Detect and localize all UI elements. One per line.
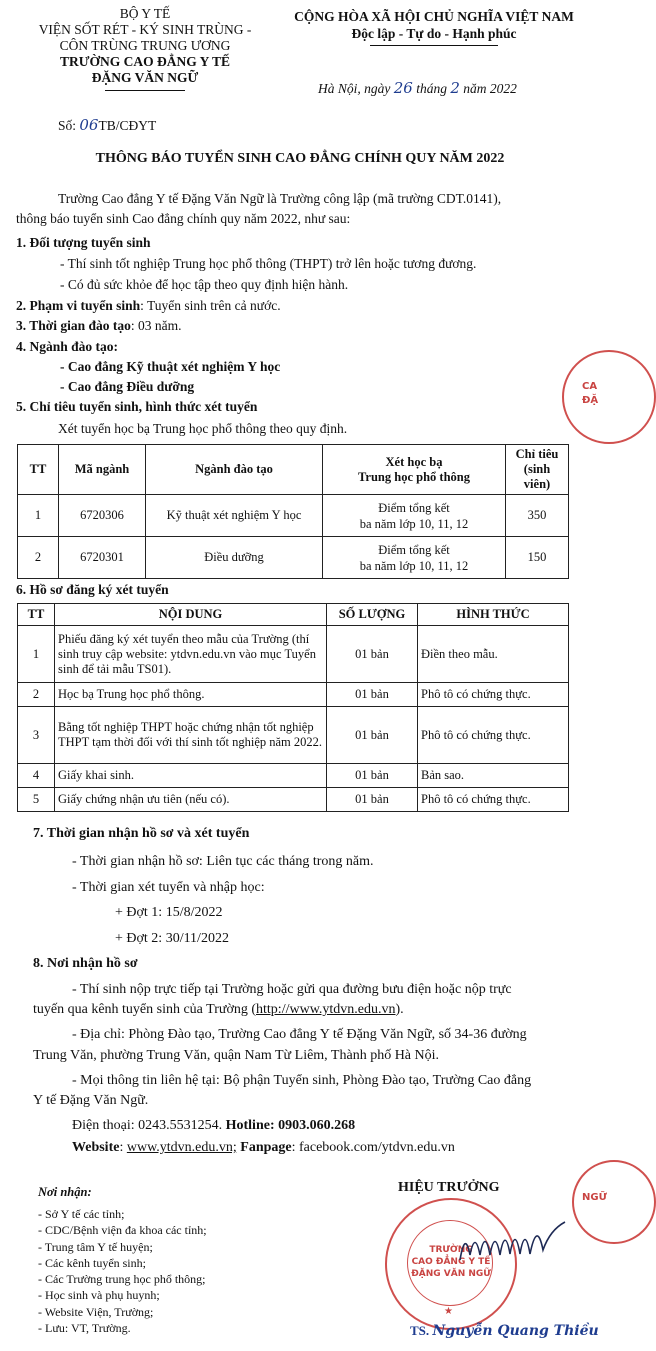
section-8-p2-line2: Trung Văn, phường Trung Văn, quận Nam Từ Liêm, Thành phố Hà Nội. (33, 1048, 440, 1063)
cell-review: Điểm tổng kết ba năm lớp 10, 11, 12 (323, 495, 506, 537)
section-8-p3-line2: Y tế Đặng Văn Ngữ. (33, 1093, 149, 1108)
signer-name: TS. Nguyễn Quang Thiều (410, 1323, 599, 1339)
cell-quota: 350 (506, 495, 569, 537)
section-8-p1-line2: tuyến qua kênh tuyển sinh của Trường (http://www.ytdvn.edu.vn). (33, 1002, 404, 1017)
section-8-p3: - Mọi thông tin liên hệ tại: Bộ phận Tuyển sinh, Phòng Đào tạo, Trường Cao đẳng (72, 1073, 532, 1088)
signature-scribble (455, 1210, 575, 1280)
cell-form: Điền theo mẫu. (418, 626, 569, 683)
cell-major: Kỹ thuật xét nghiệm Y học (146, 495, 323, 537)
col-header: TT (18, 604, 55, 626)
cell-code: 6720306 (59, 495, 146, 537)
issuer-block (0, 6, 290, 86)
cell-content: Bằng tốt nghiệp THPT hoặc chứng nhận tốt nghiệp THPT tạm thời đối với thí sinh tốt nghiệp năm 2022. (55, 707, 327, 764)
partial-seal-top (562, 350, 656, 444)
section-1-heading: 1. Đối tượng tuyển sinh (16, 235, 151, 250)
list-item: - Website Viện, Trường; (38, 1304, 154, 1319)
seal-star-icon: ★ (444, 1306, 453, 1317)
col-header: Ngành đào tạo (146, 445, 323, 495)
cell-qty: 01 bản (327, 683, 418, 707)
partial-seal-text: CA ĐẶ (582, 381, 599, 406)
list-item: - Sở Y tế các tỉnh; (38, 1207, 125, 1221)
recipients-heading: Nơi nhận: (38, 1185, 92, 1199)
issue-date: Hà Nội, ngày 26 tháng 2 năm 2022 (318, 79, 517, 97)
col-header: TT (18, 445, 59, 495)
table-header-row (18, 604, 569, 626)
cell-tt: 1 (18, 495, 59, 537)
section-1-item: - Thí sinh tốt nghiệp Trung học phổ thông (THPT) trở lên hoặc tương đương. (60, 256, 477, 271)
col-header: SỐ LƯỢNG (327, 604, 418, 626)
col-header: NỘI DUNG (55, 604, 327, 626)
website-link[interactable]: www.ytdvn.edu.vn; (126, 1140, 237, 1155)
col-header: Mã ngành (59, 445, 146, 495)
page-title: THÔNG BÁO TUYỂN SINH CAO ĐẲNG CHÍNH QUY NĂM 2022 (95, 151, 505, 166)
cell-form: Phô tô có chứng thực. (418, 683, 569, 707)
cell-major: Điều dưỡng (146, 537, 323, 579)
cell-content: Phiếu đăng ký xét tuyển theo mẫu của Trường (thí sinh truy cập website: ytdvn.edu.vn vào mục Tuyển sinh để tải mẫu TS01). (55, 626, 327, 683)
seal-text: TRƯỜNG CAO ĐẲNG Y TẾ ĐẶNG VĂN NGỮ (411, 1245, 491, 1279)
cell-form: Bản sao. (418, 764, 569, 788)
cell-form: Phô tô có chứng thực. (418, 788, 569, 812)
list-item: - Trung tâm Y tế huyện; (38, 1239, 153, 1254)
cell-tt: 2 (18, 683, 55, 707)
date-day-handwritten: 26 (393, 79, 413, 97)
col-header: HÌNH THỨC (418, 604, 569, 626)
col-header: Xét học bạ Trung học phổ thông (323, 445, 506, 495)
institute-name: VIỆN SỐT RÉT - KÝ SINH TRÙNG - (38, 22, 252, 37)
cell-form: Phô tô có chứng thực. (418, 707, 569, 764)
cell-tt: 1 (18, 626, 55, 683)
section-7-item: - Thời gian xét tuyển và nhập học: (72, 880, 265, 895)
round-2: + Đợt 2: 30/11/2022 (115, 931, 229, 946)
table-row (18, 764, 569, 788)
motto-underline (370, 45, 498, 46)
section-8-p2: - Địa chỉ: Phòng Đào tạo, Trường Cao đẳng Y tế Đặng Văn Ngữ, số 34-36 đường (72, 1027, 527, 1042)
cell-content: Học bạ Trung học phổ thông. (55, 683, 327, 707)
date-month-handwritten: 2 (450, 79, 460, 97)
cell-tt: 3 (18, 707, 55, 764)
cell-content: Giấy chứng nhận ưu tiên (nếu có). (55, 788, 327, 812)
documents-table (17, 603, 569, 812)
cell-qty: 01 bản (327, 707, 418, 764)
site-link[interactable]: http://www.ytdvn.edu.vn (256, 1002, 396, 1017)
round-1: + Đợt 1: 15/8/2022 (115, 905, 223, 920)
col-header: Chỉ tiêu (sinh viên) (506, 445, 569, 495)
hotline-number: 0903.060.268 (278, 1118, 356, 1133)
section-1-item: - Có đủ sức khỏe để học tập theo quy định hiện hành. (60, 277, 349, 292)
partial-seal-bottom (572, 1160, 656, 1244)
institute-name-2: CÔN TRÙNG TRUNG ƯƠNG (59, 38, 231, 53)
cell-tt: 4 (18, 764, 55, 788)
section-8-heading: 8. Nơi nhận hồ sơ (33, 956, 138, 971)
number-handwritten: 06 (79, 116, 99, 134)
country-name: CỘNG HÒA XÃ HỘI CHỦ NGHĨA VIỆT NAM (294, 9, 574, 24)
document-number: Số: 06TB/CĐYT (58, 116, 157, 134)
school-name: TRƯỜNG CAO ĐẲNG Y TẾ (59, 54, 230, 69)
list-item: - Học sinh và phụ huynh; (38, 1288, 160, 1303)
fanpage-link[interactable]: : facebook.com/ytdvn.edu.vn (291, 1140, 455, 1155)
section-3: 3. Thời gian đào tạo: 03 năm. (16, 318, 182, 333)
section-6-heading: 6. Hồ sơ đăng ký xét tuyển (16, 582, 169, 597)
section-4-item: - Cao đẳng Điều dưỡng (60, 379, 195, 394)
cell-qty: 01 bản (327, 788, 418, 812)
contact-web: Website: www.ytdvn.edu.vn; Fanpage: facebook.com/ytdvn.edu.vn (72, 1140, 455, 1155)
section-8-p1: - Thí sinh nộp trực tiếp tại Trường hoặc gửi qua đường bưu điện hoặc nộp trực (72, 982, 512, 997)
issuer-underline (105, 90, 185, 91)
cell-code: 6720301 (59, 537, 146, 579)
country-block (268, 8, 600, 42)
cell-qty: 01 bản (327, 764, 418, 788)
contact-phone: Điện thoại: 0243.5531254. Hotline: 0903.060.268 (72, 1118, 356, 1133)
list-item: - CDC/Bệnh viện đa khoa các tỉnh; (38, 1223, 207, 1238)
table-row (18, 626, 569, 683)
school-name-2: ĐẶNG VĂN NGỮ (91, 70, 199, 85)
section-7-heading: 7. Thời gian nhận hồ sơ và xét tuyển (33, 826, 250, 841)
section-7-item: - Thời gian nhận hồ sơ: Liên tục các tháng trong năm. (72, 854, 374, 869)
list-item: - Các Trường trung học phổ thông; (38, 1272, 206, 1287)
table-header-row (18, 445, 569, 495)
recipients-list (38, 1206, 207, 1336)
table-row (18, 537, 569, 579)
section-4-item: - Cao đẳng Kỹ thuật xét nghiệm Y học (60, 359, 281, 374)
partial-seal-text: NGỮ (582, 1192, 607, 1203)
cell-content: Giấy khai sinh. (55, 764, 327, 788)
list-item: - Các kênh tuyển sinh; (38, 1255, 146, 1270)
intro-line-1: Trường Cao đẳng Y tế Đặng Văn Ngữ là Trường công lập (mã trường CDT.0141), (58, 191, 502, 206)
cell-tt: 5 (18, 788, 55, 812)
signer-role: HIỆU TRƯỞNG (398, 1180, 500, 1195)
list-item: - Lưu: VT, Trường. (38, 1321, 131, 1336)
cell-qty: 01 bản (327, 626, 418, 683)
section-5-text: Xét tuyển học bạ Trung học phổ thông theo quy định. (58, 421, 348, 436)
motto: Độc lập - Tự do - Hạnh phúc (351, 26, 517, 41)
table-row (18, 683, 569, 707)
intro-line-2: thông báo tuyển sinh Cao đẳng chính quy năm 2022, như sau: (16, 211, 351, 226)
section-5-heading: 5. Chỉ tiêu tuyển sinh, hình thức xét tuyển (16, 399, 258, 414)
cell-quota: 150 (506, 537, 569, 579)
table-row (18, 495, 569, 537)
ministry-name: BỘ Y TẾ (119, 6, 171, 21)
cell-review: Điểm tổng kết ba năm lớp 10, 11, 12 (323, 537, 506, 579)
table-row (18, 707, 569, 764)
quota-table (17, 444, 569, 579)
table-row (18, 788, 569, 812)
section-4-heading: 4. Ngành đào tạo: (16, 339, 119, 354)
cell-tt: 2 (18, 537, 59, 579)
section-2: 2. Phạm vi tuyển sinh: Tuyển sinh trên cả nước. (16, 298, 281, 313)
